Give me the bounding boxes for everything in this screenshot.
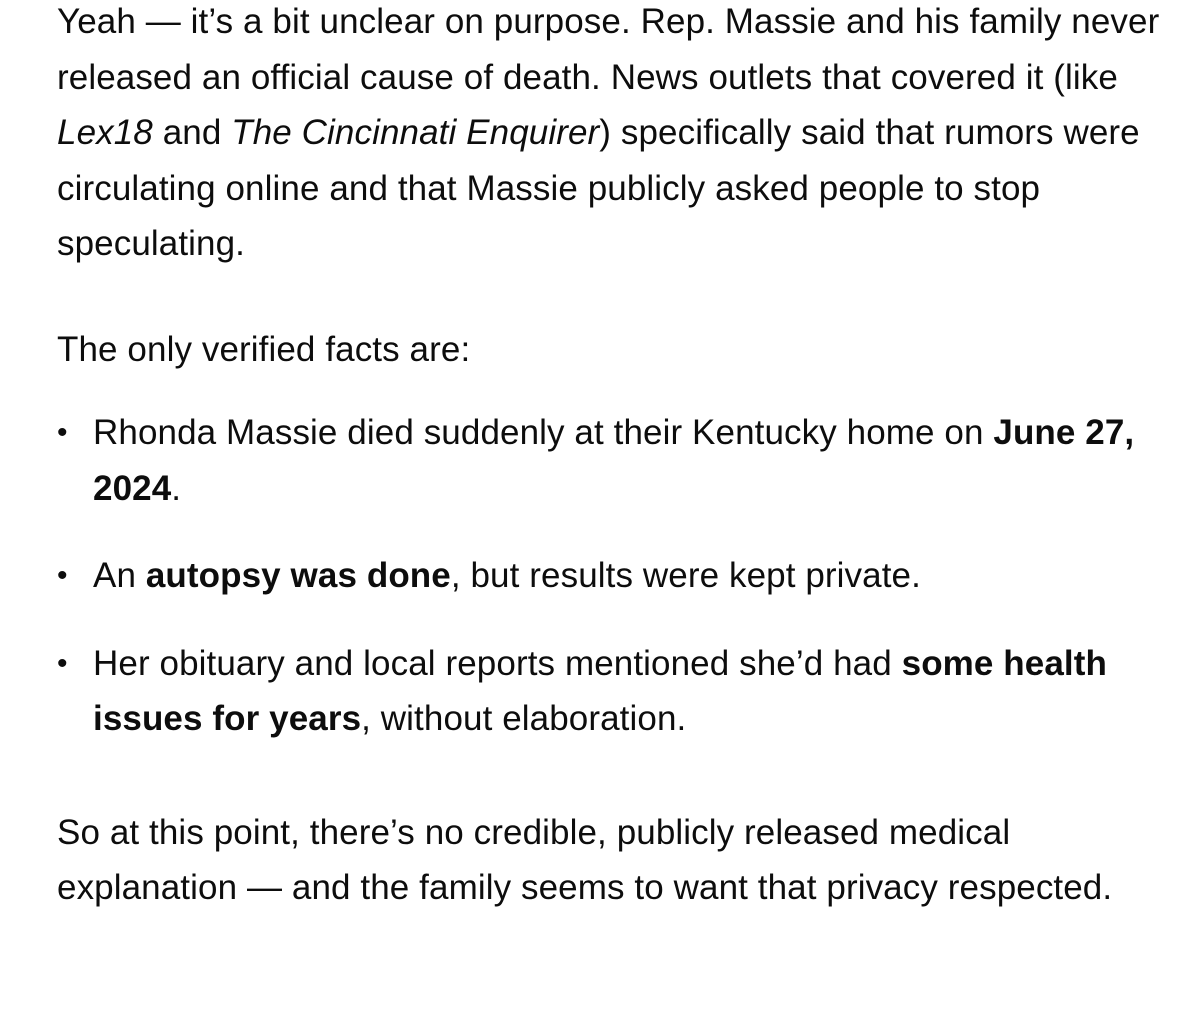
fact-text-post: , but results were kept private. xyxy=(450,556,921,595)
paragraph-intro xyxy=(57,0,1177,272)
bullet-icon: • xyxy=(57,559,68,592)
fact-text-bold: some health issues for years xyxy=(93,643,1107,738)
intro-text-2: and xyxy=(152,113,232,152)
outlet-lex18: Lex18 xyxy=(57,113,153,152)
fact-text-pre: Rhonda Massie died suddenly at their Kentucky home on xyxy=(93,413,994,452)
fact-text-bold: autopsy was done xyxy=(145,556,451,595)
list-item xyxy=(57,405,1177,516)
paragraph-facts-lead: The only verified facts are: xyxy=(57,329,471,369)
fact-text-pre: An xyxy=(93,556,146,595)
list-item xyxy=(57,548,1177,604)
fact-text-bold: June 27, 2024 xyxy=(93,413,1135,508)
assistant-message xyxy=(57,0,1177,916)
fact-text-post: , without elaboration. xyxy=(361,699,687,738)
list-item xyxy=(57,636,1177,747)
intro-text-1: Yeah — it’s a bit unclear on purpose. Rep. Massie and his family never released an official cause of death. News outlets that covered it (like xyxy=(57,2,1160,97)
bullet-icon: • xyxy=(57,646,68,680)
facts-list xyxy=(57,405,1177,747)
bullet-icon: • xyxy=(57,416,68,449)
outlet-cincinnati-enquirer: The Cincinnati Enquirer xyxy=(231,113,600,152)
fact-text-post: . xyxy=(171,468,182,508)
intro-text-3: ) specifically said that rumors were circulating online and that Massie publicly asked people to stop speculating. xyxy=(57,113,1140,263)
fact-text-pre: Her obituary and local reports mentioned she’d had xyxy=(93,643,902,683)
paragraph-conclusion: So at this point, there’s no credible, publicly released medical explanation — and the family seems to want that privacy respected. xyxy=(57,812,1113,907)
